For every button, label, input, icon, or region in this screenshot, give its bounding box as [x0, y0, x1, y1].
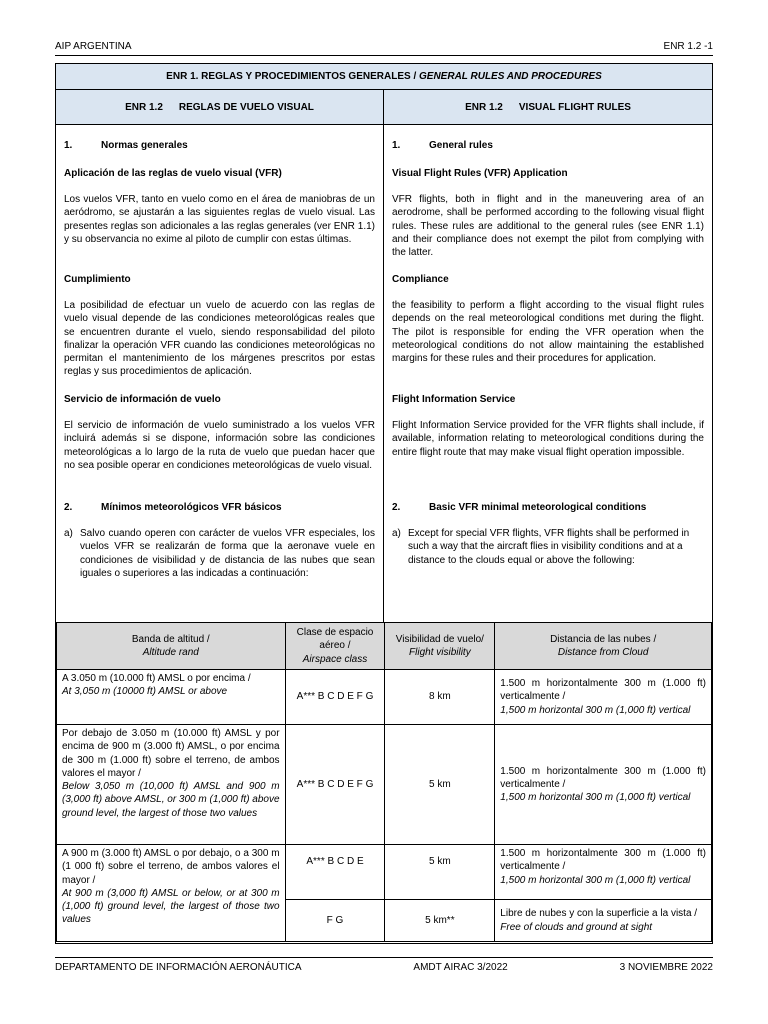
es-compliance-text: La posibilidad de efectuar un vuelo de acuerdo con las reglas de vuelo visual depende de las condiciones meteorológicas reales que se encuentren durante el vuelo, siendo responsabilidad del piloto finalizar la operación VFR cuando las condiciones meteorológicas no permitan el mantenimiento de los márgenes prescritos por estas reglas y sus procedimientos de aplicación.: [64, 300, 375, 378]
subheader-right-num: ENR 1.2: [465, 101, 503, 113]
subheader-right: [384, 90, 712, 125]
row2-distance-en: 1,500 m horizontal 300 m (1,000 ft) vertical: [500, 792, 691, 804]
en-section1-heading: [392, 139, 704, 152]
es-section1-num: 1.: [64, 140, 73, 151]
row2-band-es: Por debajo de 3.050 m (10.000 ft) AMSL y por encima de 900 m (3.000 ft) AMSL, o por encima de 300 m (1.000 ft) sobre el terreno, de ambos valores el mayor /: [62, 728, 280, 779]
row2-band: [57, 725, 286, 845]
en-compliance-text: the feasibility to perform a flight according to the visual flight rules depends on the real meteorological conditions met during the flight. The pilot is responsible for ending the VFR operation when the meteorological conditions do not allow maintaining the established margins for these rules and their procedures for application.: [392, 300, 704, 365]
footer-right: 3 NOVIEMBRE 2022: [619, 962, 713, 973]
row4-visibility: 5 km**: [385, 900, 495, 942]
header-left: AIP ARGENTINA: [55, 41, 132, 52]
header-airspace-en: Airspace class: [302, 653, 368, 665]
en-section2-num: 2.: [392, 502, 401, 513]
row4-distance-en: Free of clouds and ground at sight: [500, 921, 653, 933]
subheader-left-title: REGLAS DE VUELO VISUAL: [178, 101, 314, 113]
es-item-a-text: Salvo cuando operen con carácter de vuelos VFR especiales, los vuelos VFR se realizarán de forma que la aeronave vuele en condiciones de visibilidad y de distancia de las nubes que sean iguales o superiores a las indicadas a continuación:: [80, 528, 375, 579]
es-application-text: Los vuelos VFR, tanto en vuelo como en el área de maniobras de un aeródromo, se ajustarán a las siguientes reglas de vuelo visual. Las presentes reglas son adicionales a las reglas generales (ver ENR 1.1) y su observancia no exime al piloto de cumplir con estas últimas.: [64, 194, 375, 245]
es-fis-title: Servicio de información de vuelo: [64, 394, 221, 405]
table-row: [57, 670, 712, 725]
en-application-text: VFR flights, both in flight and in the maneuvering area of an aerodrome, shall be performed according to the following visual flight rules. These rules are additional to the general rules (see ENR 1.1) and their compliance does not exempt the pilot from complying with the latter.: [392, 194, 704, 259]
header-right: ENR 1.2 -1: [663, 41, 713, 52]
es-section2-num: 2.: [64, 502, 73, 513]
row3-class: A*** B C D E: [285, 845, 385, 900]
row1-band-es: A 3.050 m (10.000 ft) AMSL o por encima /: [62, 673, 251, 684]
row2-visibility: 5 km: [385, 725, 495, 845]
banner-en: GENERAL RULES AND PROCEDURES: [419, 71, 602, 82]
en-fis-text: Flight Information Service provided for the VFR flights shall include, if available, information relating to meteorological conditions during the entire flight route that may make visual flight operation impossible.: [392, 420, 704, 458]
table-header-distance: [495, 623, 712, 670]
row1-distance-es: 1.500 m horizontalmente 300 m (1.000 ft) verticalmente /: [500, 678, 706, 703]
es-item-a-key: a): [64, 528, 73, 539]
row3-distance-es: 1.500 m horizontalmente 300 m (1.000 ft) verticalmente /: [500, 848, 706, 873]
es-item-a: [64, 527, 375, 580]
row2-distance-es: 1.500 m horizontalmente 300 m (1.000 ft) verticalmente /: [500, 765, 706, 790]
header-rule: [55, 55, 713, 56]
row3-band: [57, 845, 286, 942]
header-distance-es: Distancia de las nubes /: [550, 633, 657, 645]
en-section1-title: General rules: [429, 140, 493, 151]
document-frame: [55, 63, 713, 944]
row4-distance-es: Libre de nubes y con la superficie a la vista /: [500, 908, 698, 920]
row4-class: F G: [285, 900, 385, 942]
header-altitude-en: Altitude rand: [142, 647, 199, 658]
row2-distance: [495, 725, 712, 845]
english-column: [384, 125, 712, 622]
row3-band-en: At 900 m (3,000 ft) AMSL or below, or at 300 m (1,000 ft) ground level, the largest of those two values: [62, 887, 280, 926]
header-visibility-en: Flight visibility: [409, 647, 471, 658]
en-section2-heading: [392, 501, 704, 514]
en-section1-num: 1.: [392, 140, 401, 151]
table-header-altitude: [57, 623, 286, 670]
table-header-visibility: [385, 623, 495, 670]
es-fis-text: El servicio de información de vuelo suministrado a los vuelos VFR incluirá además si se dispone, información sobre las condiciones meteorológicas a lo largo de la ruta de vuelo que puedan hacer que no sea posible operar en condiciones meteorológicas de vuelo visual.: [64, 420, 375, 471]
row1-distance: [495, 670, 712, 725]
es-section2-title: Mínimos meteorológicos VFR básicos: [101, 502, 282, 513]
header-visibility-es: Visibilidad de vuelo/: [395, 633, 484, 645]
row4-distance: [495, 900, 712, 942]
row2-class: A*** B C D E F G: [285, 725, 385, 845]
row1-band-en: At 3,050 m (10000 ft) AMSL or above: [62, 686, 228, 698]
subheader-left: [56, 90, 384, 125]
es-section1-title: Normas generales: [101, 140, 188, 151]
row1-class: A*** B C D E F G: [285, 670, 385, 725]
en-section2-title: Basic VFR minimal meteorological conditions: [429, 502, 647, 513]
spanish-column: [56, 125, 384, 622]
header-airspace-es: Clase de espacio aéreo /: [296, 627, 374, 652]
row3-distance-en: 1,500 m horizontal 300 m (1,000 ft) vertical: [500, 874, 691, 886]
en-item-a: [392, 527, 704, 567]
row1-visibility: 8 km: [385, 670, 495, 725]
section-banner: [56, 64, 712, 90]
table-row: [57, 725, 712, 845]
footer-left: DEPARTAMENTO DE INFORMACIÓN AERONÁUTICA: [55, 962, 302, 973]
en-compliance-title: Compliance: [392, 274, 449, 285]
banner-es: ENR 1. REGLAS Y PROCEDIMIENTOS GENERALES /: [166, 71, 417, 82]
subheader-left-num: ENR 1.2: [125, 101, 163, 113]
row3-band-es: A 900 m (3.000 ft) AMSL o por debajo, o a 300 m (1 000 ft) sobre el terreno, de ambos valores el mayor /: [62, 848, 280, 886]
row1-distance-en: 1,500 m horizontal 300 m (1,000 ft) vertical: [500, 704, 691, 716]
row3-distance: [495, 845, 712, 900]
row1-band: [57, 670, 286, 725]
table-row: [57, 845, 712, 900]
en-fis-title: Flight Information Service: [392, 394, 516, 405]
table-header-row: [57, 623, 712, 670]
vfr-minima-table: [56, 622, 712, 942]
footer-rule: [55, 957, 713, 958]
es-application-title: Aplicación de las reglas de vuelo visual (VFR): [64, 168, 282, 179]
table-header-airspace: [285, 623, 385, 670]
page-footer: [55, 962, 713, 973]
es-compliance-title: Cumplimiento: [64, 274, 131, 285]
footer-center: AMDT AIRAC 3/2022: [413, 962, 508, 973]
es-section2-heading: [64, 501, 375, 514]
header-distance-en: Distance from Cloud: [557, 647, 649, 658]
subheader-right-title: VISUAL FLIGHT RULES: [518, 101, 631, 113]
en-application-title: Visual Flight Rules (VFR) Application: [392, 168, 568, 179]
en-item-a-text: Except for special VFR flights, VFR flights shall be performed in such a way that the aircraft flies in visibility conditions and at a distance to the clouds equal or above the following:: [408, 528, 690, 566]
page-header: [55, 41, 713, 52]
row2-band-en: Below 3,050 m (10,000 ft) AMSL and 900 m (3,000 ft) above AMSL, or 300 m (1,000 ft) above ground level, the largest of those two values: [62, 781, 280, 819]
header-altitude-es: Banda de altitud /: [131, 633, 210, 645]
row3-visibility: 5 km: [385, 845, 495, 900]
es-section1-heading: [64, 139, 375, 152]
en-item-a-key: a): [392, 528, 401, 539]
